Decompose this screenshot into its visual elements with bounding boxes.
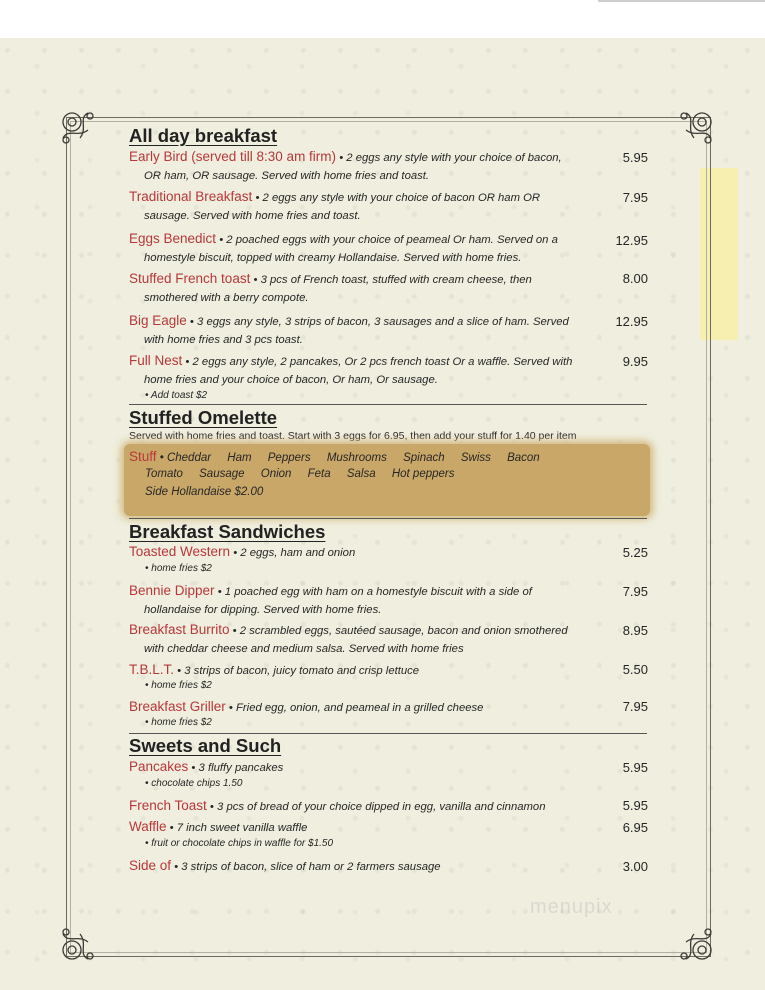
item-price: 3.00: [622, 859, 648, 874]
menu-item: Breakfast Burrito • 2 scrambled eggs, sautéed sausage, bacon and onion smothered with cheddar cheese and medium salsa. Served with home fries: [129, 621, 599, 658]
item-name: Early Bird (served till 8:30 am firm): [129, 149, 337, 164]
item-note: • Add toast $2: [145, 390, 208, 401]
stuff-option: Ham: [227, 452, 252, 464]
menu-item: Waffle • 7 inch sweet vanilla waffle: [129, 819, 308, 834]
section-divider: [129, 733, 647, 734]
stuff-option: Feta: [307, 468, 331, 480]
item-name: Toasted Western: [129, 544, 231, 559]
section-title-omelette: Stuffed Omelette: [129, 407, 278, 428]
stuff-option: Spinach: [403, 452, 445, 464]
section-title-breakfast: All day breakfast: [129, 125, 278, 146]
corner-flourish-icon: [58, 108, 106, 156]
item-desc: 2 eggs, ham and onion: [240, 547, 356, 559]
stuff-option: Hot peppers: [391, 468, 455, 480]
item-desc: 3 pcs of bread of your choice dipped in egg, vanilla and cinnamon: [217, 801, 546, 813]
item-desc-line2: sausage. Served with home fries and toast.: [144, 210, 361, 222]
stuff-option: Tomato: [145, 468, 183, 480]
item-name: Bennie Dipper: [129, 583, 215, 598]
item-name: Pancakes: [129, 759, 189, 774]
item-price: 5.95: [622, 760, 648, 775]
item-desc: 3 eggs any style, 3 strips of bacon, 3 sausages and a slice of ham. Served: [197, 316, 569, 328]
stuff-option: Swiss: [460, 452, 491, 464]
item-desc: 2 scrambled eggs, sautéed sausage, bacon and onion smothered: [239, 625, 568, 637]
item-note: • chocolate chips 1.50: [145, 778, 243, 789]
item-price: 5.25: [622, 545, 648, 560]
menu-item: Eggs Benedict • 2 poached eggs with your choice of peameal Or ham. Served on a homestyle biscuit, topped with creamy Hollandaise. Served with home fries.: [129, 230, 599, 267]
item-note: • home fries $2: [145, 717, 212, 728]
item-desc: 2 poached eggs with your choice of peameal Or ham. Served on a: [226, 234, 558, 246]
menu-item: Full Nest • 2 eggs any style, 2 pancakes, Or 2 pcs french toast Or a waffle. Served with home fries and your choice of bacon, Or ham, Or sausage.: [129, 352, 599, 389]
section-title-sandwiches: Breakfast Sandwiches: [129, 521, 326, 542]
item-price: 9.95: [622, 354, 648, 369]
item-name: Breakfast Griller: [129, 699, 226, 714]
scan-edge-line: [598, 0, 765, 2]
item-price: 6.95: [622, 820, 648, 835]
item-note: • home fries $2: [145, 563, 212, 574]
item-desc: 3 strips of bacon, juicy tomato and crisp lettuce: [184, 665, 420, 677]
item-desc-line2: hollandaise for dipping. Served with home fries.: [144, 604, 382, 616]
watermark: menupix: [530, 896, 613, 918]
item-desc-line2: smothered with a berry compote.: [144, 292, 309, 304]
item-price: 5.95: [622, 798, 648, 813]
menu-item: Bennie Dipper • 1 poached egg with ham on a homestyle biscuit with a side of hollandaise for dipping. Served with home fries.: [129, 582, 599, 619]
omelette-description: Served with home fries and toast. Start with 3 eggs for 6.95, then add your stuff for 1.40 per item: [129, 430, 577, 442]
item-desc: 2 eggs any style with your choice of bacon OR ham OR: [262, 192, 541, 204]
stuff-options-row: Stuff • Cheddar Ham Peppers Mushrooms Spinach Swiss Bacon: [129, 449, 540, 464]
corner-flourish-icon: [668, 108, 716, 156]
menu-item: Toasted Western • 2 eggs, ham and onion: [129, 544, 356, 559]
item-price: 5.50: [622, 662, 648, 677]
section-divider: [129, 518, 647, 519]
item-desc-line2: with cheddar cheese and medium salsa. Served with home fries: [144, 643, 464, 655]
item-name: Traditional Breakfast: [129, 189, 253, 204]
item-desc: 3 strips of bacon, slice of ham or 2 farmers sausage: [181, 861, 441, 873]
item-desc-line2: OR ham, OR sausage. Served with home fries and toast.: [144, 170, 430, 182]
section-title-sweets: Sweets and Such: [129, 735, 282, 756]
stuff-option: Cheddar: [166, 452, 212, 464]
stuff-option: Mushrooms: [326, 452, 387, 464]
item-desc: 2 eggs any style, 2 pancakes, Or 2 pcs french toast Or a waffle. Served with: [192, 356, 573, 368]
item-note: • home fries $2: [145, 680, 212, 691]
item-desc: Fried egg, onion, and peameal in a grilled cheese: [236, 702, 484, 714]
item-name: French Toast: [129, 798, 207, 813]
corner-flourish-icon: [668, 916, 716, 964]
item-name: Breakfast Burrito: [129, 622, 230, 637]
item-price: 8.00: [622, 271, 648, 286]
menu-item: French Toast • 3 pcs of bread of your choice dipped in egg, vanilla and cinnamon: [129, 798, 546, 813]
item-desc: 7 inch sweet vanilla waffle: [176, 822, 308, 834]
item-price: 8.95: [622, 623, 648, 638]
item-name: Big Eagle: [129, 313, 187, 328]
item-desc: 1 poached egg with ham on a homestyle biscuit with a side of: [224, 586, 532, 598]
stuff-options-row: [145, 468, 468, 480]
stuff-option: Sausage: [199, 468, 245, 480]
item-desc: 2 eggs any style with your choice of bacon,: [346, 152, 562, 164]
item-name: Eggs Benedict: [129, 231, 217, 246]
item-desc-line2: homestyle biscuit, topped with creamy Hollandaise. Served with home fries.: [144, 252, 522, 264]
side-hollandaise: Side Hollandaise $2.00: [145, 486, 264, 498]
item-name: Full Nest: [129, 353, 183, 368]
menu-item: Stuffed French toast • 3 pcs of French toast, stuffed with cream cheese, then smothered with a berry compote.: [129, 270, 599, 307]
menu-item: Pancakes • 3 fluffy pancakes: [129, 759, 284, 774]
menu-item: Side of • 3 strips of bacon, slice of ham or 2 farmers sausage: [129, 858, 441, 873]
item-price: 12.95: [615, 314, 648, 329]
item-desc: 3 fluffy pancakes: [198, 762, 284, 774]
stuff-option: Onion: [260, 468, 292, 480]
item-price: 7.95: [622, 699, 648, 714]
stuff-option: Peppers: [267, 452, 311, 464]
item-note: • fruit or chocolate chips in waffle for $1.50: [145, 838, 334, 849]
stuff-label: Stuff: [129, 449, 157, 464]
menu-item: Big Eagle • 3 eggs any style, 3 strips of bacon, 3 sausages and a slice of ham. Served with home fries and 3 pcs toast.: [129, 312, 599, 349]
menu-item: Early Bird (served till 8:30 am firm) • 2 eggs any style with your choice of bacon, OR ham, OR sausage. Served with home fries and toast.: [129, 148, 599, 185]
item-price: 7.95: [622, 584, 648, 599]
item-name: Stuffed French toast: [129, 271, 251, 286]
menu-item: T.B.L.T. • 3 strips of bacon, juicy tomato and crisp lettuce: [129, 662, 420, 677]
menu-item: Breakfast Griller • Fried egg, onion, and peameal in a grilled cheese: [129, 699, 484, 714]
item-name: Waffle: [129, 819, 167, 834]
item-price: 5.95: [622, 150, 648, 165]
corner-flourish-icon: [58, 916, 106, 964]
section-divider: [129, 404, 647, 405]
item-price: 7.95: [622, 190, 648, 205]
item-price: 12.95: [615, 233, 648, 248]
stuff-option: Salsa: [346, 468, 376, 480]
stuff-option: Bacon: [507, 452, 540, 464]
item-desc-line2: home fries and your choice of bacon, Or ham, Or sausage.: [144, 374, 438, 386]
item-name: Side of: [129, 858, 172, 873]
item-desc-line2: with home fries and 3 pcs toast.: [144, 334, 303, 346]
item-desc: 3 pcs of French toast, stuffed with cream cheese, then: [260, 274, 532, 286]
item-name: T.B.L.T.: [129, 662, 175, 677]
menu-item: Traditional Breakfast • 2 eggs any style with your choice of bacon OR ham OR sausage. Served with home fries and toast.: [129, 188, 599, 225]
